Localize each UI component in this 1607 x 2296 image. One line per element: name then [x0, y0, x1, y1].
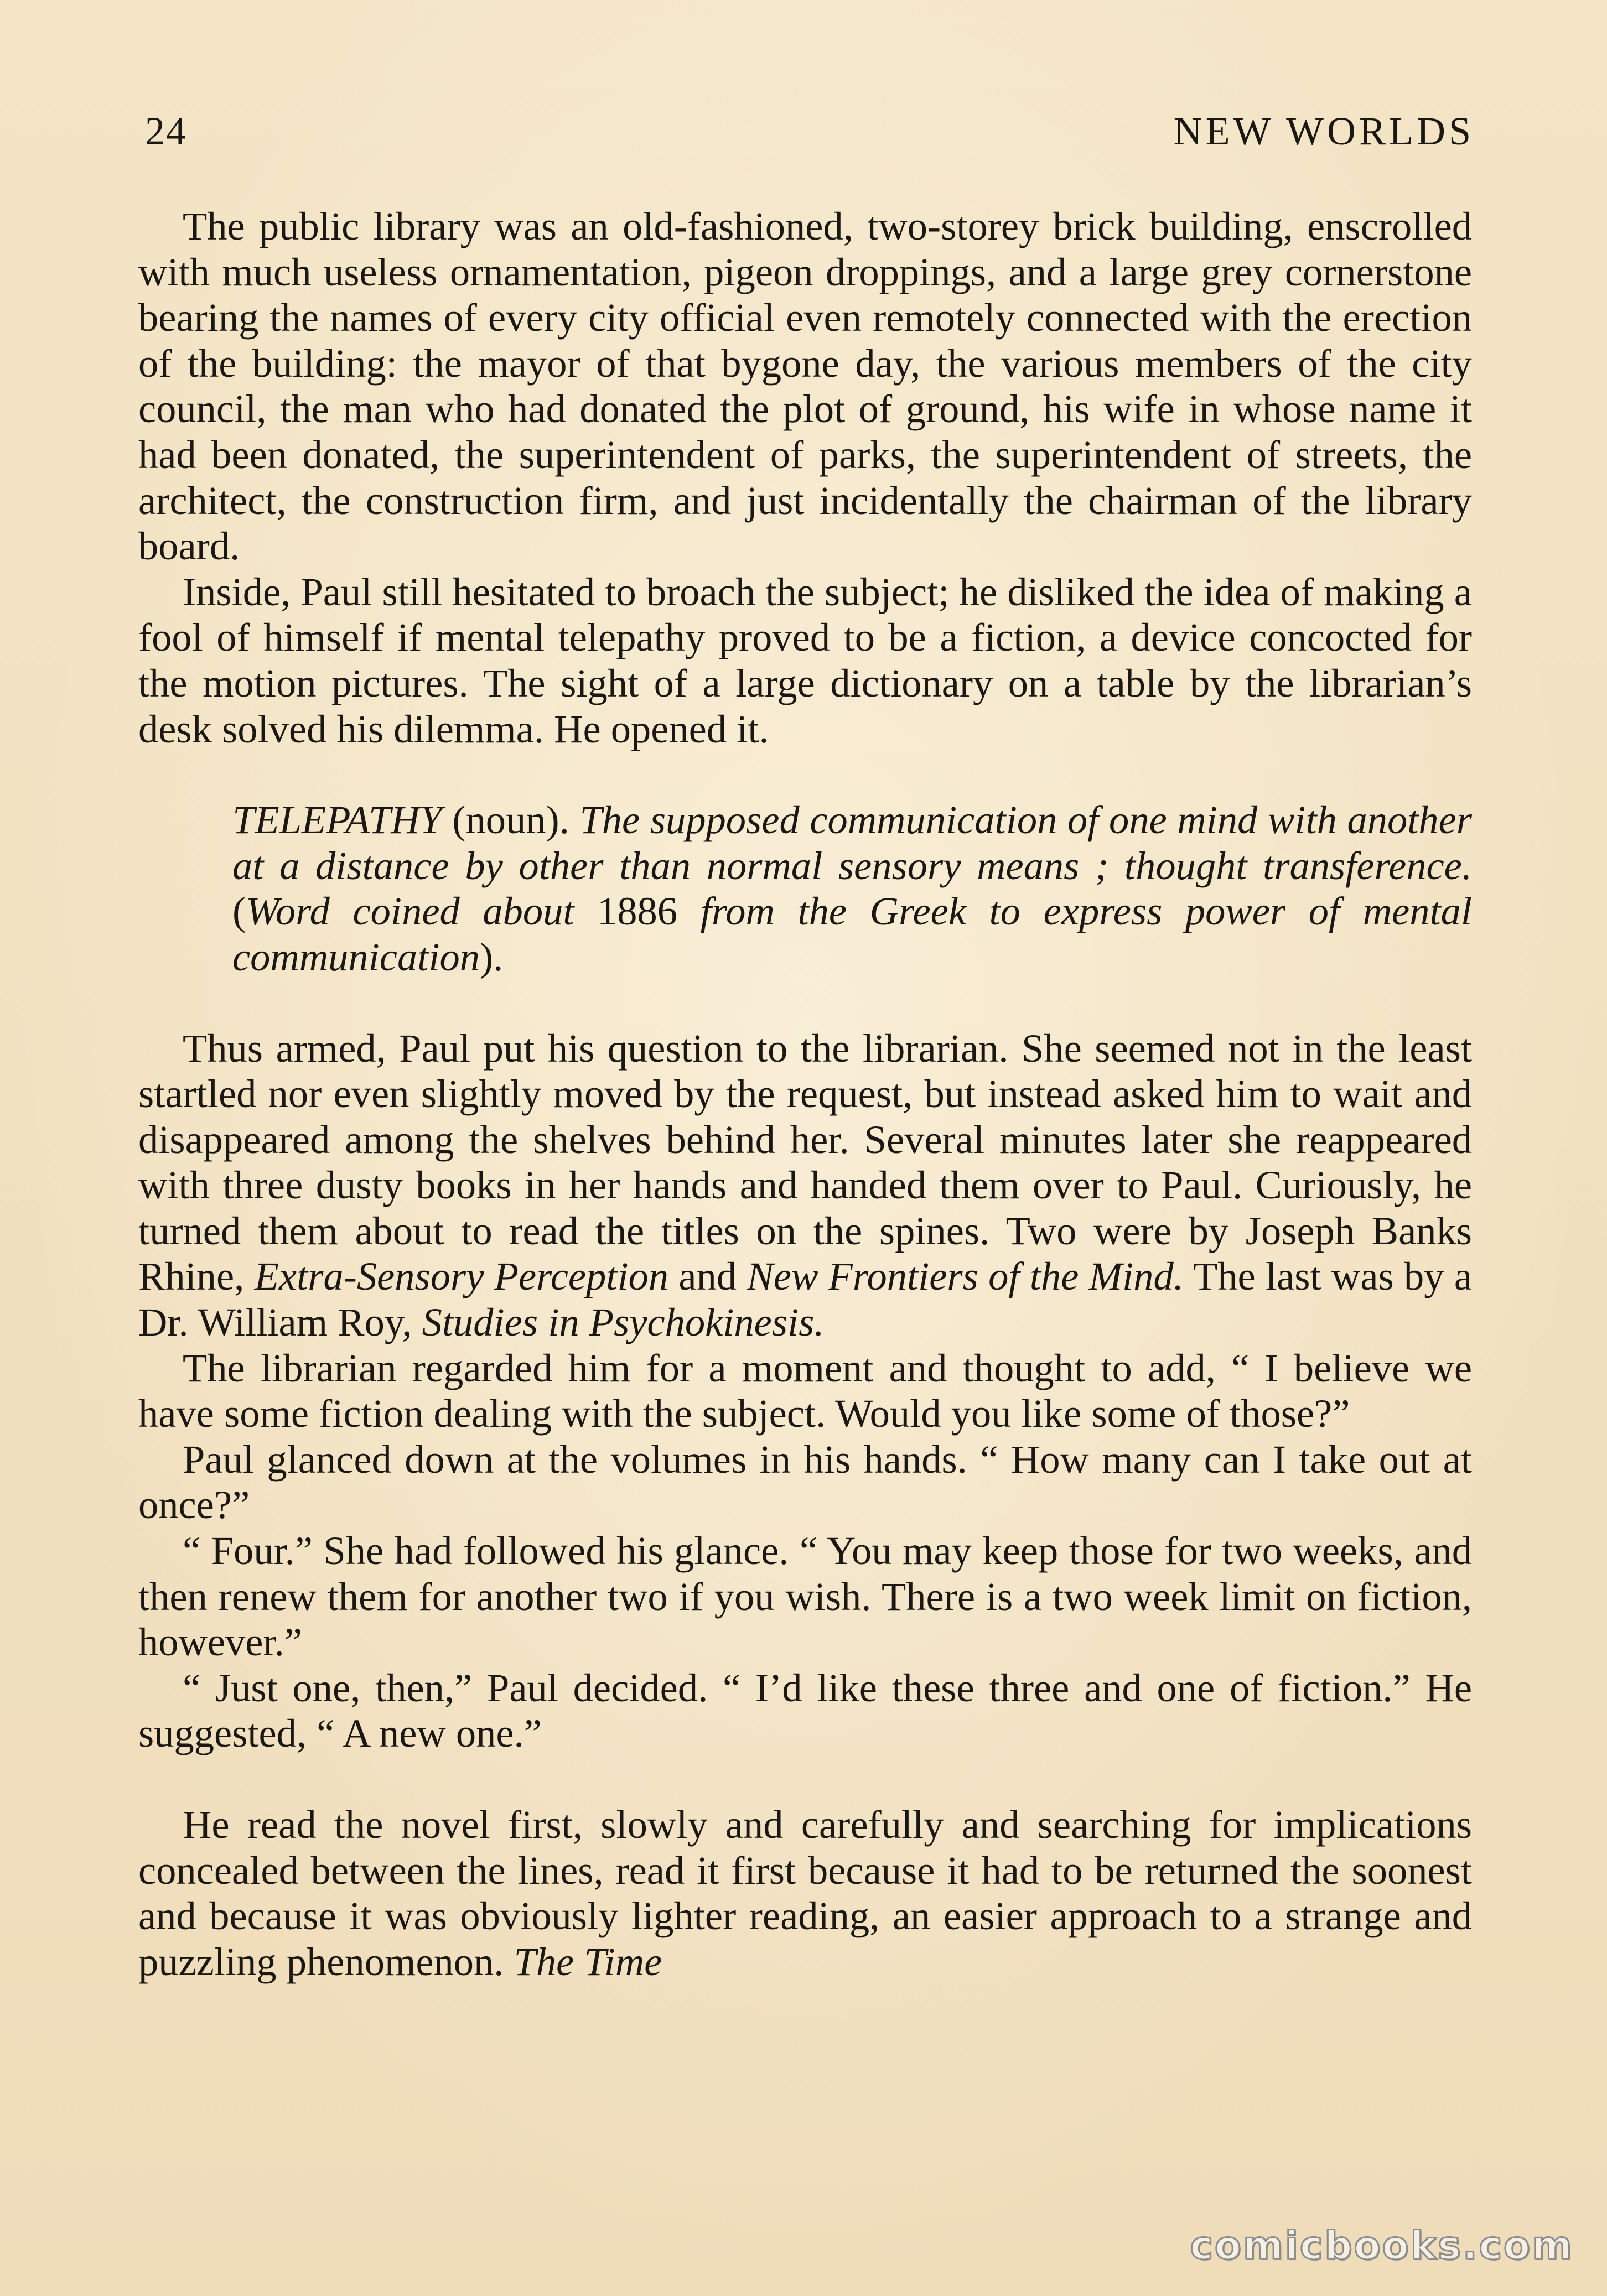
paragraph-just-one: “ Just one, then,” Paul decided. “ I’d like these three and one of fiction.” He suggested, “ A new one.”	[138, 1665, 1472, 1756]
definition-part-of-speech: (noun).	[452, 797, 569, 843]
body-text	[138, 204, 1472, 1985]
definition-body: The supposed communication of one mind with another at a distance by other than normal sensory means ; thought transference.	[232, 797, 1473, 888]
thus-armed-text: Thus armed, Paul put his question to the librarian. She seemed not in the least startled nor even slightly moved by the request, but instead asked him to wait and disappeared among the shelves behind her. Several minutes later she reappeared with three dusty books in her hands and handed them over to Paul. Curiously, he turned them about to read the titles on the spines. Two were by Joseph Banks Rhine,	[138, 1025, 1472, 1299]
watermark-logo: comicbooks.com	[1190, 2223, 1574, 2268]
etymology-close-paren: ).	[480, 934, 504, 979]
definition-term: TELEPATHY	[232, 797, 442, 843]
paragraph-four: “ Four.” She had followed his glance. “ You may keep those for two weeks, and then renew them for another two if you wish. There is a two week limit on fiction, however.”	[138, 1528, 1472, 1665]
paragraph-librarian-fiction: The librarian regarded him for a moment and thought to add, “ I believe we have some fiction dealing with the subject. Would you like some of those?”	[138, 1345, 1472, 1436]
book-title-psychokinesis: Studies in Psychokinesis.	[422, 1300, 825, 1345]
etymology-text-a: Word coined about	[246, 889, 574, 934]
page-number: 24	[145, 109, 187, 153]
paragraph-read-novel	[138, 1802, 1472, 1985]
read-novel-text: He read the novel first, slowly and carefully and searching for implications concealed between the lines, read it first because it had to be returned the soonest and because it was obviously lighter reading, an easier approach to a strange and puzzling phenomenon.	[138, 1802, 1472, 1984]
dictionary-definition	[232, 797, 1472, 980]
paragraph-thus-armed	[138, 1026, 1472, 1346]
running-head	[145, 108, 1474, 158]
etymology-year: 1886	[597, 889, 678, 934]
definition-text	[232, 797, 1472, 980]
paragraph-how-many: Paul glanced down at the volumes in his hands. “ How many can I take out at once?”	[138, 1436, 1472, 1528]
etymology-open-paren: (	[232, 889, 246, 934]
etymology-text-b: from the Greek to express power of mental communication	[232, 889, 1473, 979]
book-title-new-frontiers: New Frontiers of the Mind.	[747, 1254, 1184, 1299]
running-title: NEW WORLDS	[1173, 109, 1474, 153]
novel-title-start: The Time	[514, 1939, 662, 1984]
book-title-extra-sensory-perception: Extra-Sensory Perception	[254, 1254, 669, 1299]
last-book-intro: The last was by a Dr. William Roy,	[138, 1254, 1473, 1345]
conjunction-and: and	[678, 1254, 737, 1299]
paragraph-inside-library: Inside, Paul still hesitated to broach the subject; he disliked the idea of making a fool of himself if mental telepathy proved to be a fiction, a device concocted for the motion pictures. The sight of a large dictionary on a table by the librarian’s desk solved his dilemma. He opened it.	[138, 569, 1472, 751]
paragraph-library-building: The public library was an old-fashioned, two-storey brick building, enscrolled with much useless ornamentation, pigeon droppings, and a large grey cornerstone bearing the names of every city official even remotely connected with the erection of the building: the mayor of that bygone day, the various members of the city council, the man who had donated the plot of ground, his wife in whose name it had been donated, the superintendent of parks, the superintendent of streets, the architect, the construction firm, and just incidentally the chairman of the library board.	[138, 204, 1472, 569]
